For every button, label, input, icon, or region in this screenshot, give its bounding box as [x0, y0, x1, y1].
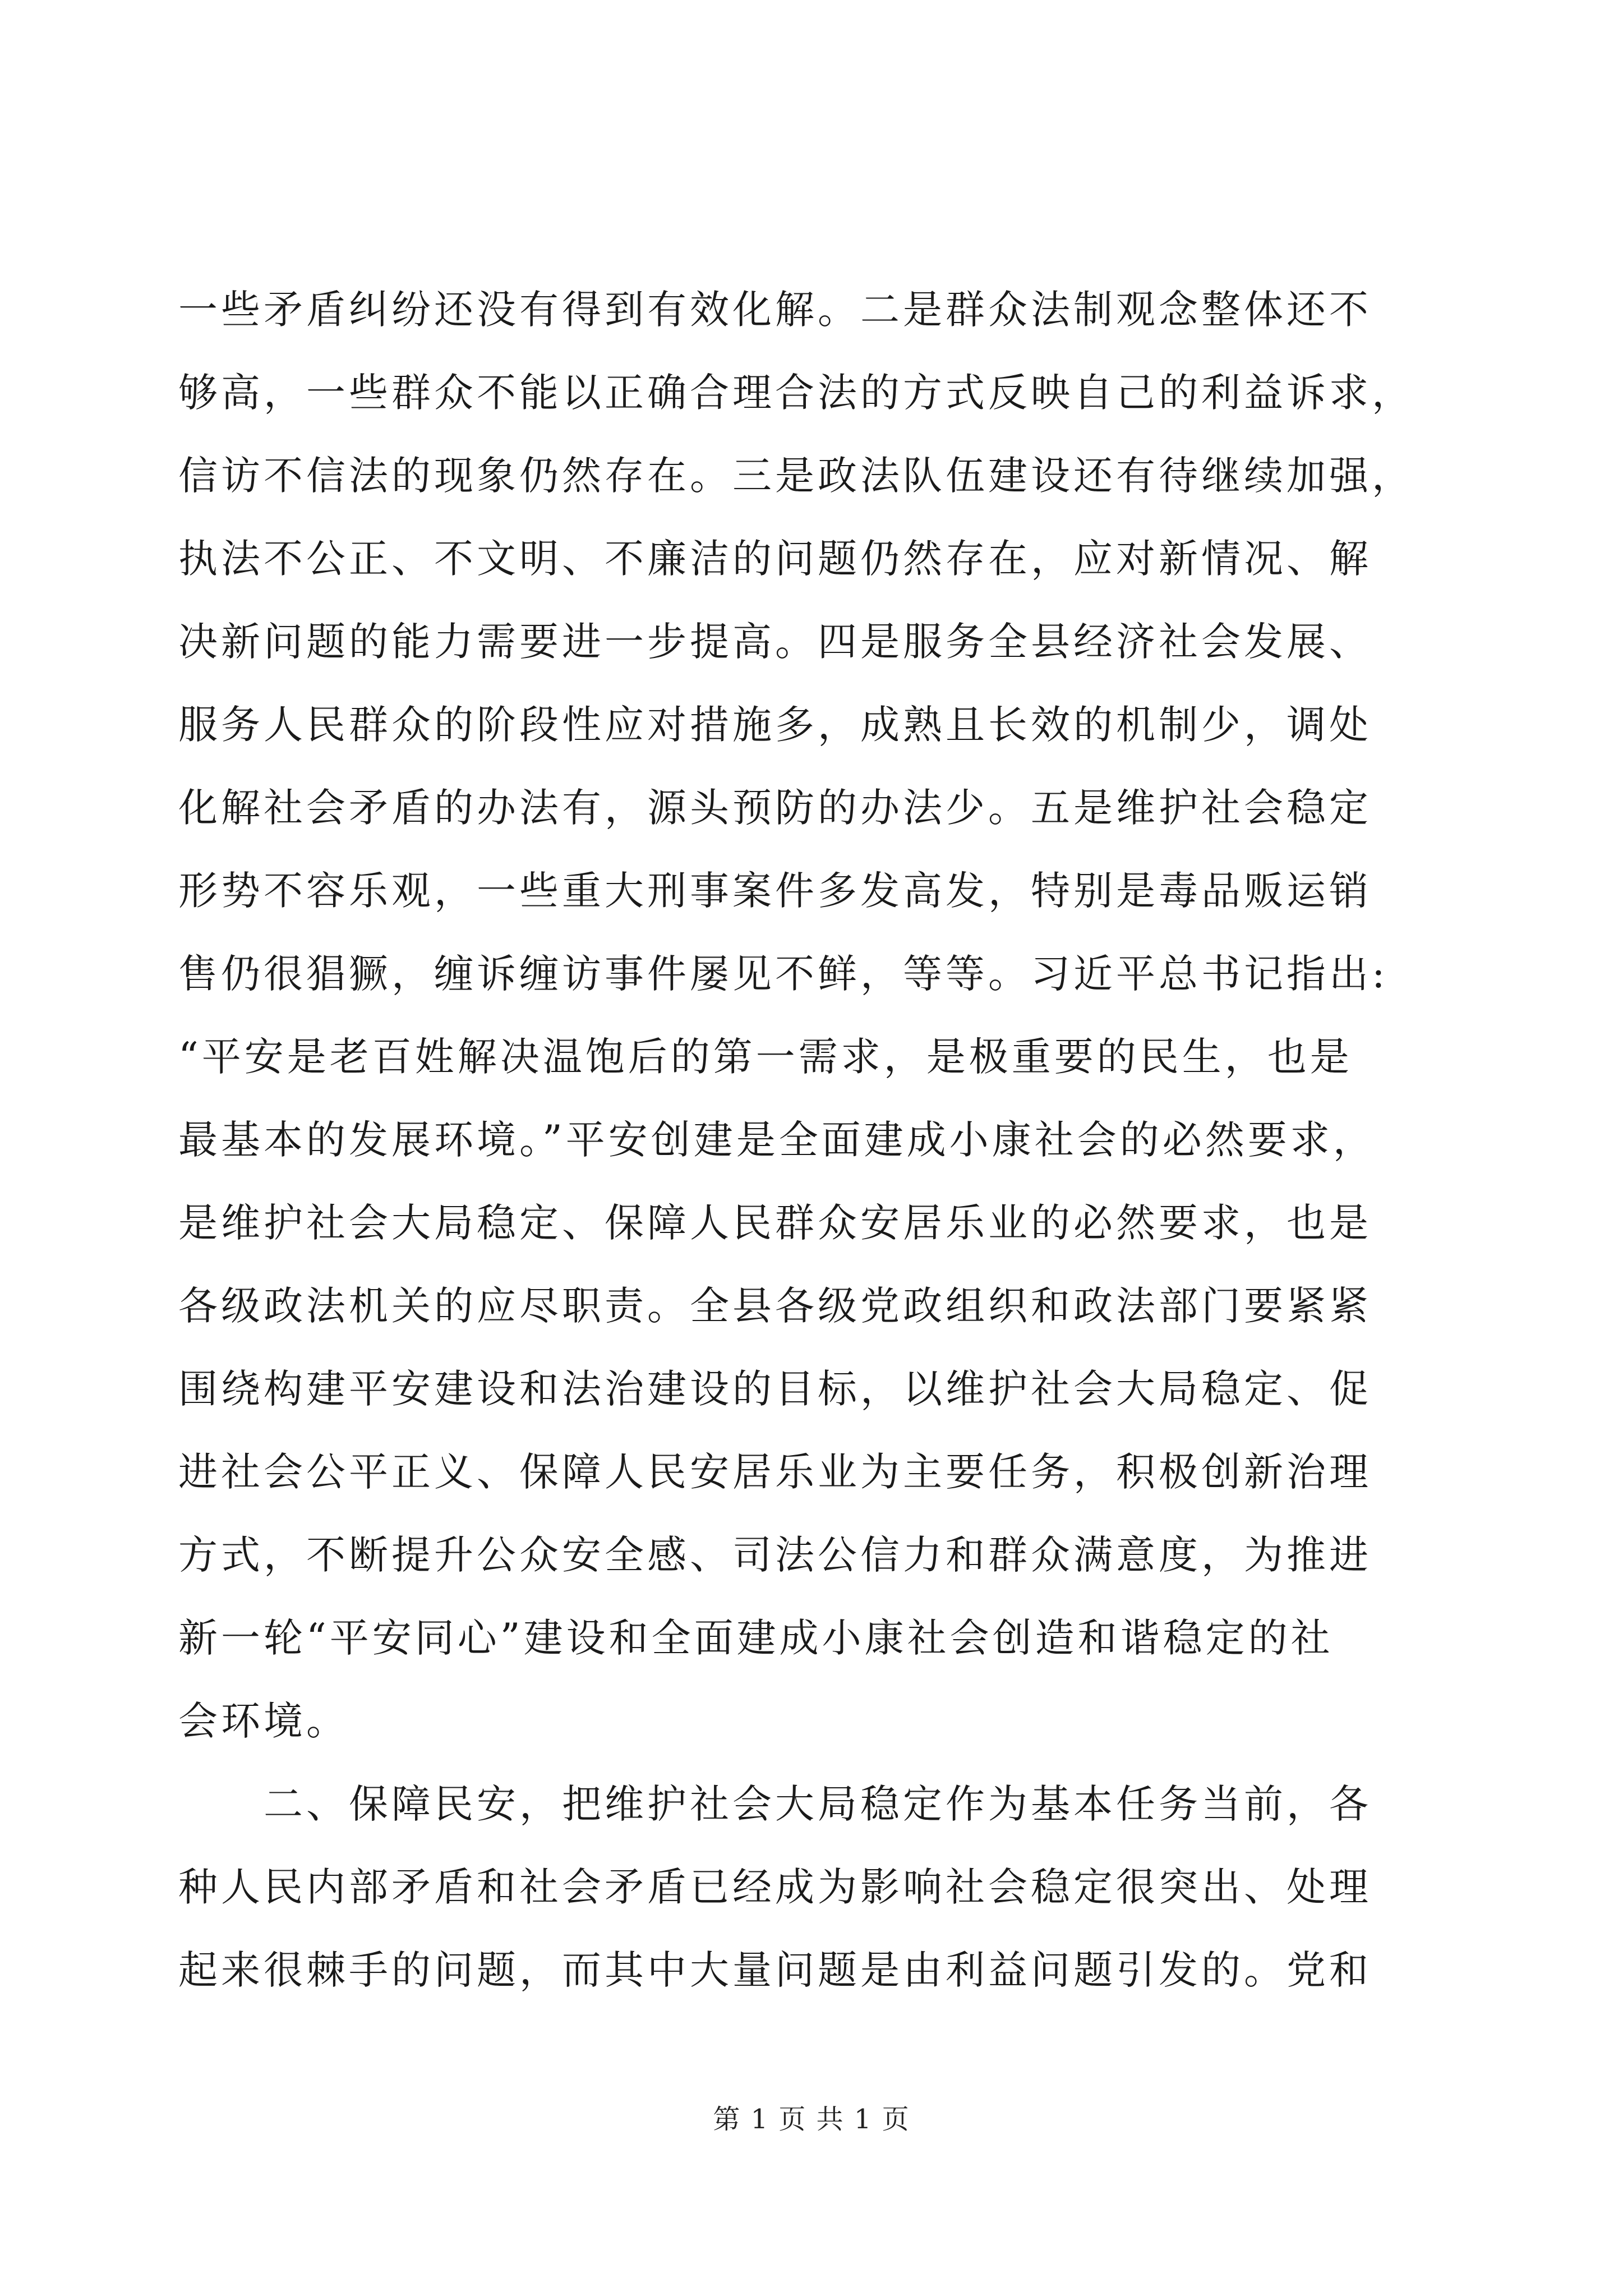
document-body [178, 268, 1463, 2012]
text-line: 服务人民群众的阶段性应对措施多，成熟且长效的机制少，调处 [178, 702, 1372, 748]
text-line: 进社会公平正义、保障人民安居乐业为主要任务，积极创新治理 [178, 1449, 1372, 1495]
text-line: 形势不容乐观，一些重大刑事案件多发高发，特别是毒品贩运销 [178, 868, 1372, 914]
section-heading-line: 二、保障民安，把维护社会大局稳定作为基本任务当前，各 [178, 1781, 1372, 1827]
text-line: 化解社会矛盾的办法有，源头预防的办法少。五是维护社会稳定 [178, 785, 1372, 831]
text-line: 决新问题的能力需要进一步提高。四是服务全县经济社会发展、 [178, 619, 1372, 665]
text-line: 起来很棘手的问题，而其中大量问题是由利益问题引发的。党和 [178, 1947, 1372, 1993]
text-line: 围绕构建平安建设和法治建设的目标，以维护社会大局稳定、促 [178, 1366, 1372, 1412]
text-line: 够高，一些群众不能以正确合理合法的方式反映自己的利益诉求， [178, 370, 1414, 416]
text-line: 各级政法机关的应尽职责。全县各级党政组织和政法部门要紧紧 [178, 1283, 1372, 1329]
text-line: 是维护社会大局稳定、保障人民群众安居乐业的必然要求，也是 [178, 1200, 1372, 1246]
text-line: 售仍很猖獗，缠诉缠访事件屡见不鲜，等等。习近平总书记指出: [178, 951, 1389, 997]
text-line: 执法不公正、不文明、不廉洁的问题仍然存在，应对新情况、解 [178, 536, 1372, 582]
text-line: 会环境。 [178, 1698, 349, 1744]
text-line: 方式，不断提升公众安全感、司法公信力和群众满意度，为推进 [178, 1532, 1372, 1578]
text-line: 信访不信法的现象仍然存在。三是政法队伍建设还有待继续加强， [178, 453, 1414, 499]
page-number-footer: 第 1 页 共 1 页 [713, 2104, 910, 2135]
text-line: 种人民内部矛盾和社会矛盾已经成为影响社会稳定很突出、处理 [178, 1864, 1372, 1910]
text-line: 新一轮“平安同心”建设和全面建成小康社会创造和谐稳定的社 [178, 1615, 1334, 1661]
text-line: “平安是老百姓解决温饱后的第一需求，是极重要的民生，也是 [178, 1034, 1353, 1080]
text-line: 一些矛盾纠纷还没有得到有效化解。二是群众法制观念整体还不 [178, 287, 1372, 333]
text-line: 最基本的发展环境。”平安创建是全面建成小康社会的必然要求， [178, 1117, 1376, 1163]
